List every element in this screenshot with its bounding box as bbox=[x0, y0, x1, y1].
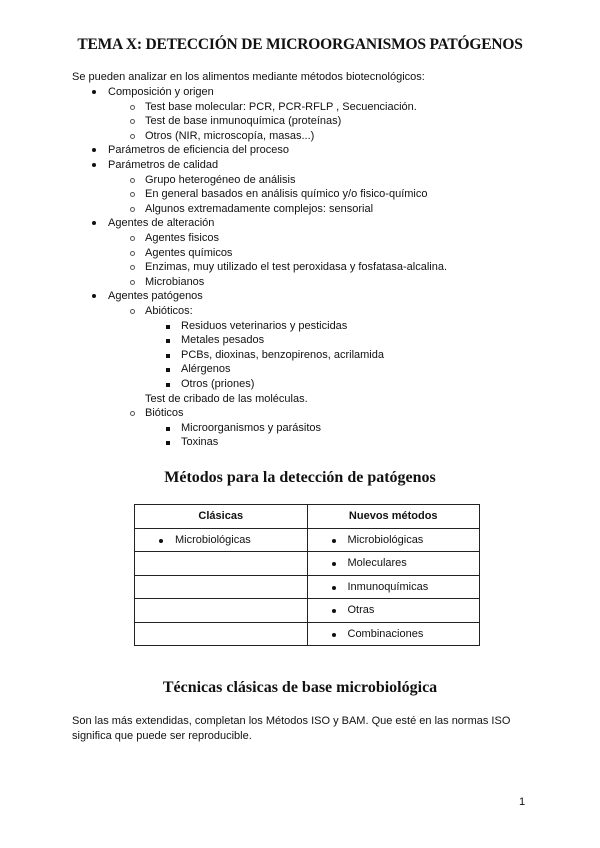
bullet-circle-icon bbox=[130, 192, 135, 197]
list-item bbox=[145, 115, 341, 130]
methods-table bbox=[134, 504, 480, 646]
table-row bbox=[135, 599, 480, 623]
list-item-text: Parámetros de calidad bbox=[108, 159, 219, 171]
intro-text: Se pueden analizar en los alimentos mediante métodos biotecnológicos: bbox=[72, 71, 425, 83]
bullet-circle-icon bbox=[130, 134, 135, 139]
table-cell bbox=[307, 622, 480, 646]
list-item-text: Abióticos: bbox=[145, 305, 193, 317]
table-cell-text: Microbiológicas bbox=[175, 533, 251, 546]
table-cell-item bbox=[348, 628, 424, 640]
list-item bbox=[145, 393, 308, 408]
bullet-disc-icon bbox=[92, 148, 96, 152]
bullet-circle-icon bbox=[130, 236, 135, 241]
list-item-text: Alérgenos bbox=[181, 363, 231, 376]
table-cell bbox=[135, 528, 308, 552]
table-cell-text: Otras bbox=[347, 604, 375, 616]
table-cell-item bbox=[348, 534, 424, 546]
table-row bbox=[135, 622, 480, 646]
bullet-square-icon bbox=[166, 325, 170, 329]
bullet-circle-icon bbox=[130, 119, 135, 124]
bullet-disc-icon bbox=[92, 221, 96, 225]
list-item bbox=[181, 349, 384, 364]
list-item bbox=[145, 232, 219, 247]
bullet-circle-icon bbox=[130, 251, 135, 256]
table-cell-item bbox=[348, 557, 407, 569]
bullet-circle-icon bbox=[130, 265, 135, 270]
table-row bbox=[135, 528, 480, 552]
bullet-disc-icon bbox=[159, 539, 163, 543]
list-item bbox=[108, 159, 218, 174]
bullet-circle-icon bbox=[130, 105, 135, 110]
list-item-text: Enzimas, muy utilizado el test peroxidasa y fosfatasa-alcalina. bbox=[145, 261, 448, 274]
list-item bbox=[181, 436, 218, 451]
bullet-square-icon bbox=[166, 383, 170, 387]
list-item bbox=[145, 203, 373, 218]
bullet-disc-icon bbox=[332, 586, 336, 590]
list-item bbox=[181, 320, 347, 335]
bullet-disc-icon bbox=[332, 539, 336, 543]
bullet-square-icon bbox=[166, 441, 170, 445]
table-row bbox=[135, 575, 480, 599]
table-cell-text: Inmunoquímicas bbox=[347, 580, 429, 593]
list-item-text: Otros (NIR, microscopía, masas...) bbox=[145, 129, 315, 142]
list-item-text: Toxinas bbox=[181, 436, 219, 449]
table-cell bbox=[307, 599, 480, 623]
table-cell-item bbox=[348, 581, 429, 593]
list-item bbox=[145, 174, 295, 189]
list-item-text: Composición y origen bbox=[108, 86, 214, 98]
list-item-text: Algunos extremadamente complejos: sensorial bbox=[145, 202, 374, 215]
list-item-text: Otros (priones) bbox=[181, 378, 255, 390]
table-cell bbox=[307, 552, 480, 576]
list-item bbox=[145, 130, 314, 145]
bullet-circle-icon bbox=[130, 411, 135, 416]
table-row bbox=[135, 552, 480, 576]
table-cell-text: Combinaciones bbox=[347, 627, 424, 640]
list-item-text: Microorganismos y parásitos bbox=[181, 421, 321, 434]
table-cell bbox=[135, 575, 308, 599]
table-cell bbox=[135, 622, 308, 646]
list-item-text: Agentes patógenos bbox=[108, 290, 203, 303]
list-item-text: Microbianos bbox=[145, 275, 205, 288]
list-item bbox=[145, 276, 204, 291]
list-item bbox=[145, 407, 184, 422]
list-item-text: Grupo heterogéneo de análisis bbox=[145, 173, 296, 186]
list-item-text: Residuos veterinarios y pesticidas bbox=[181, 319, 348, 332]
list-item bbox=[108, 86, 214, 101]
list-item-text: PCBs, dioxinas, benzopirenos, acrilamida bbox=[181, 348, 384, 361]
list-item-text: Metales pesados bbox=[181, 334, 265, 347]
list-item bbox=[181, 378, 254, 393]
list-item bbox=[145, 188, 427, 203]
document-title: TEMA X: DETECCIÓN DE MICROORGANISMOS PATÓGENOS bbox=[77, 36, 523, 53]
table-cell-item bbox=[175, 534, 251, 546]
bullet-square-icon bbox=[166, 427, 170, 431]
table-cell bbox=[307, 528, 480, 552]
bullet-circle-icon bbox=[130, 309, 135, 314]
list-item-text: Agentes químicos bbox=[145, 246, 233, 259]
list-item bbox=[181, 422, 321, 437]
bullet-disc-icon bbox=[92, 294, 96, 298]
list-item bbox=[145, 101, 417, 116]
list-item-text: Agentes de alteración bbox=[108, 217, 215, 230]
list-item bbox=[108, 217, 214, 232]
bullet-circle-icon bbox=[130, 178, 135, 183]
table-header-new: Nuevos métodos bbox=[307, 505, 480, 529]
bullet-disc-icon bbox=[332, 562, 336, 566]
list-item bbox=[145, 247, 232, 262]
section-heading-classic-techniques: Técnicas clásicas de base microbiológica bbox=[162, 679, 438, 696]
bullet-disc-icon bbox=[92, 163, 96, 167]
bullet-disc-icon bbox=[332, 633, 336, 637]
paragraph: Son las más extendidas, completan los Métodos ISO y BAM. Que esté en las normas ISO significa que puede ser reproducible. bbox=[72, 715, 511, 742]
list-item-text: En general basados en análisis químico y/o fisico-químico bbox=[145, 188, 428, 201]
bullet-square-icon bbox=[166, 339, 170, 343]
bullet-square-icon bbox=[166, 368, 170, 372]
table-cell bbox=[307, 575, 480, 599]
bullet-circle-icon bbox=[130, 207, 135, 212]
bullet-circle-icon bbox=[130, 280, 135, 285]
list-item-text: Parámetros de eficiencia del proceso bbox=[108, 144, 289, 157]
list-item-text: Test de base inmunoquímica (proteínas) bbox=[145, 115, 342, 128]
list-item-text: Test de cribado de las moléculas. bbox=[145, 392, 308, 405]
bullet-square-icon bbox=[166, 354, 170, 358]
list-item bbox=[181, 363, 231, 378]
list-item-text: Bióticos bbox=[145, 407, 184, 420]
table-header-classic: Clásicas bbox=[135, 505, 308, 529]
table-cell-item bbox=[348, 604, 375, 616]
list-item-text: Test base molecular: PCR, PCR-RFLP , Secuenciación. bbox=[145, 100, 417, 113]
table-cell-text: Moleculares bbox=[347, 557, 407, 569]
bullet-disc-icon bbox=[92, 90, 96, 94]
list-item bbox=[145, 261, 447, 276]
section-heading-methods: Métodos para la detección de patógenos bbox=[164, 469, 436, 486]
table-cell bbox=[135, 599, 308, 623]
list-item bbox=[145, 305, 193, 320]
list-item-text: Agentes fisicos bbox=[145, 232, 219, 244]
bullet-disc-icon bbox=[332, 609, 336, 613]
table-cell bbox=[135, 552, 308, 576]
page-number: 1 bbox=[519, 796, 526, 808]
list-item bbox=[181, 334, 264, 349]
list-item bbox=[108, 290, 203, 305]
list-item bbox=[108, 144, 289, 159]
table-cell-text: Microbiológicas bbox=[347, 533, 424, 546]
